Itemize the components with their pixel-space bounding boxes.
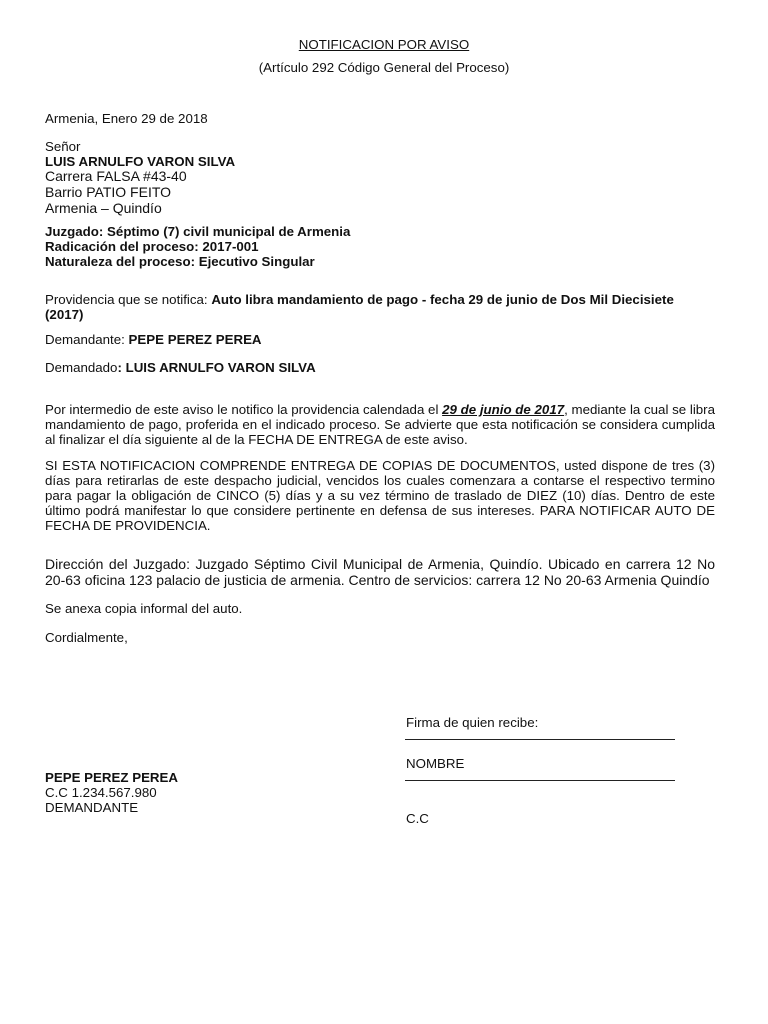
recipient-neighborhood: Barrio PATIO FEITO <box>45 183 172 200</box>
demandado-value: : LUIS ARNULFO VARON SILVA <box>117 360 316 375</box>
recipient-address: Carrera FALSA #43-40 <box>45 168 187 185</box>
sender-block <box>45 770 178 815</box>
sender-name: PEPE PEREZ PEREA <box>45 770 179 785</box>
paragraph-copies: SI ESTA NOTIFICACION COMPRENDE ENTREGA DE COPIAS DE DOCUMENTOS, usted dispone de tres (3) días para retirarlas de este despacho judicial, vencidos los cuales comenzara a contarse el respectivo termino para pagar la obligación de CINCO (5) días y a su vez término de traslado de DIEZ (10) días. Dentro de este último podrá manifestar lo que considere pertinente en defensa de sus intereses. PARA NOTIFICAR AUTO DE FECHA DE PROVIDENCIA. <box>45 458 715 534</box>
radicacion: Radicación del proceso: 2017-001 <box>45 239 259 255</box>
sender-cc: C.C 1.234.567.980 <box>45 785 157 801</box>
sender-role: DEMANDANTE <box>45 800 139 816</box>
recipient-city: Armenia – Quindío <box>45 199 162 216</box>
cc-label: C.C <box>406 811 429 826</box>
demandante-line <box>45 332 262 347</box>
providencia-value: Auto libra mandamiento de pago - fecha 29 de junio de Dos Mil Diecisiete (2017) <box>45 292 674 323</box>
name-label: NOMBRE <box>406 756 465 771</box>
demandado-label: Demandado <box>45 360 118 375</box>
demandante-label: Demandante: <box>45 332 129 347</box>
salutation: Señor <box>45 139 81 154</box>
paragraph-notice-before: Por intermedio de este aviso le notifico la providencia calendada el <box>45 402 443 417</box>
case-block <box>45 224 350 269</box>
document-subtitle: (Artículo 292 Código General del Proceso) <box>258 60 510 75</box>
signature-label: Firma de quien recibe: <box>406 715 539 730</box>
annex-line: Se anexa copia informal del auto. <box>45 601 243 616</box>
paragraph-notice-after: , mediante la cual se libra mandamiento de pago, proferida en el indicado proceso. Se advierte que esta notificación se considera cumplida al finalizar el día siguiente al de la FECHA DE ENTREGA de este aviso. <box>45 402 715 448</box>
juzgado: Juzgado: Séptimo (7) civil municipal de Armenia <box>45 224 351 239</box>
document-title: NOTIFICACION POR AVISO <box>298 37 470 52</box>
naturaleza: Naturaleza del proceso: Ejecutivo Singular <box>45 254 315 270</box>
closing-line: Cordialmente, <box>45 630 128 645</box>
demandante-value: PEPE PEREZ PEREA <box>128 332 262 347</box>
name-line <box>405 780 675 781</box>
providencia-label: Providencia que se notifica: <box>45 292 212 307</box>
recipient-block <box>45 139 235 216</box>
providence-date: 29 de junio de 2017 <box>442 402 565 417</box>
signature-line <box>405 739 675 740</box>
paragraph-notice <box>45 402 715 447</box>
paragraph-address: Dirección del Juzgado: Juzgado Séptimo Civil Municipal de Armenia, Quindío. Ubicado en carrera 12 No 20-63 oficina 123 palacio de justicia de armenia. Centro de servicios: carrera 12 No 20-63 Armenia Quindío <box>45 556 715 588</box>
recipient-name: LUIS ARNULFO VARON SILVA <box>45 154 236 170</box>
demandado-line <box>45 360 316 375</box>
providencia-line <box>45 292 715 322</box>
date-line: Armenia, Enero 29 de 2018 <box>45 111 208 126</box>
